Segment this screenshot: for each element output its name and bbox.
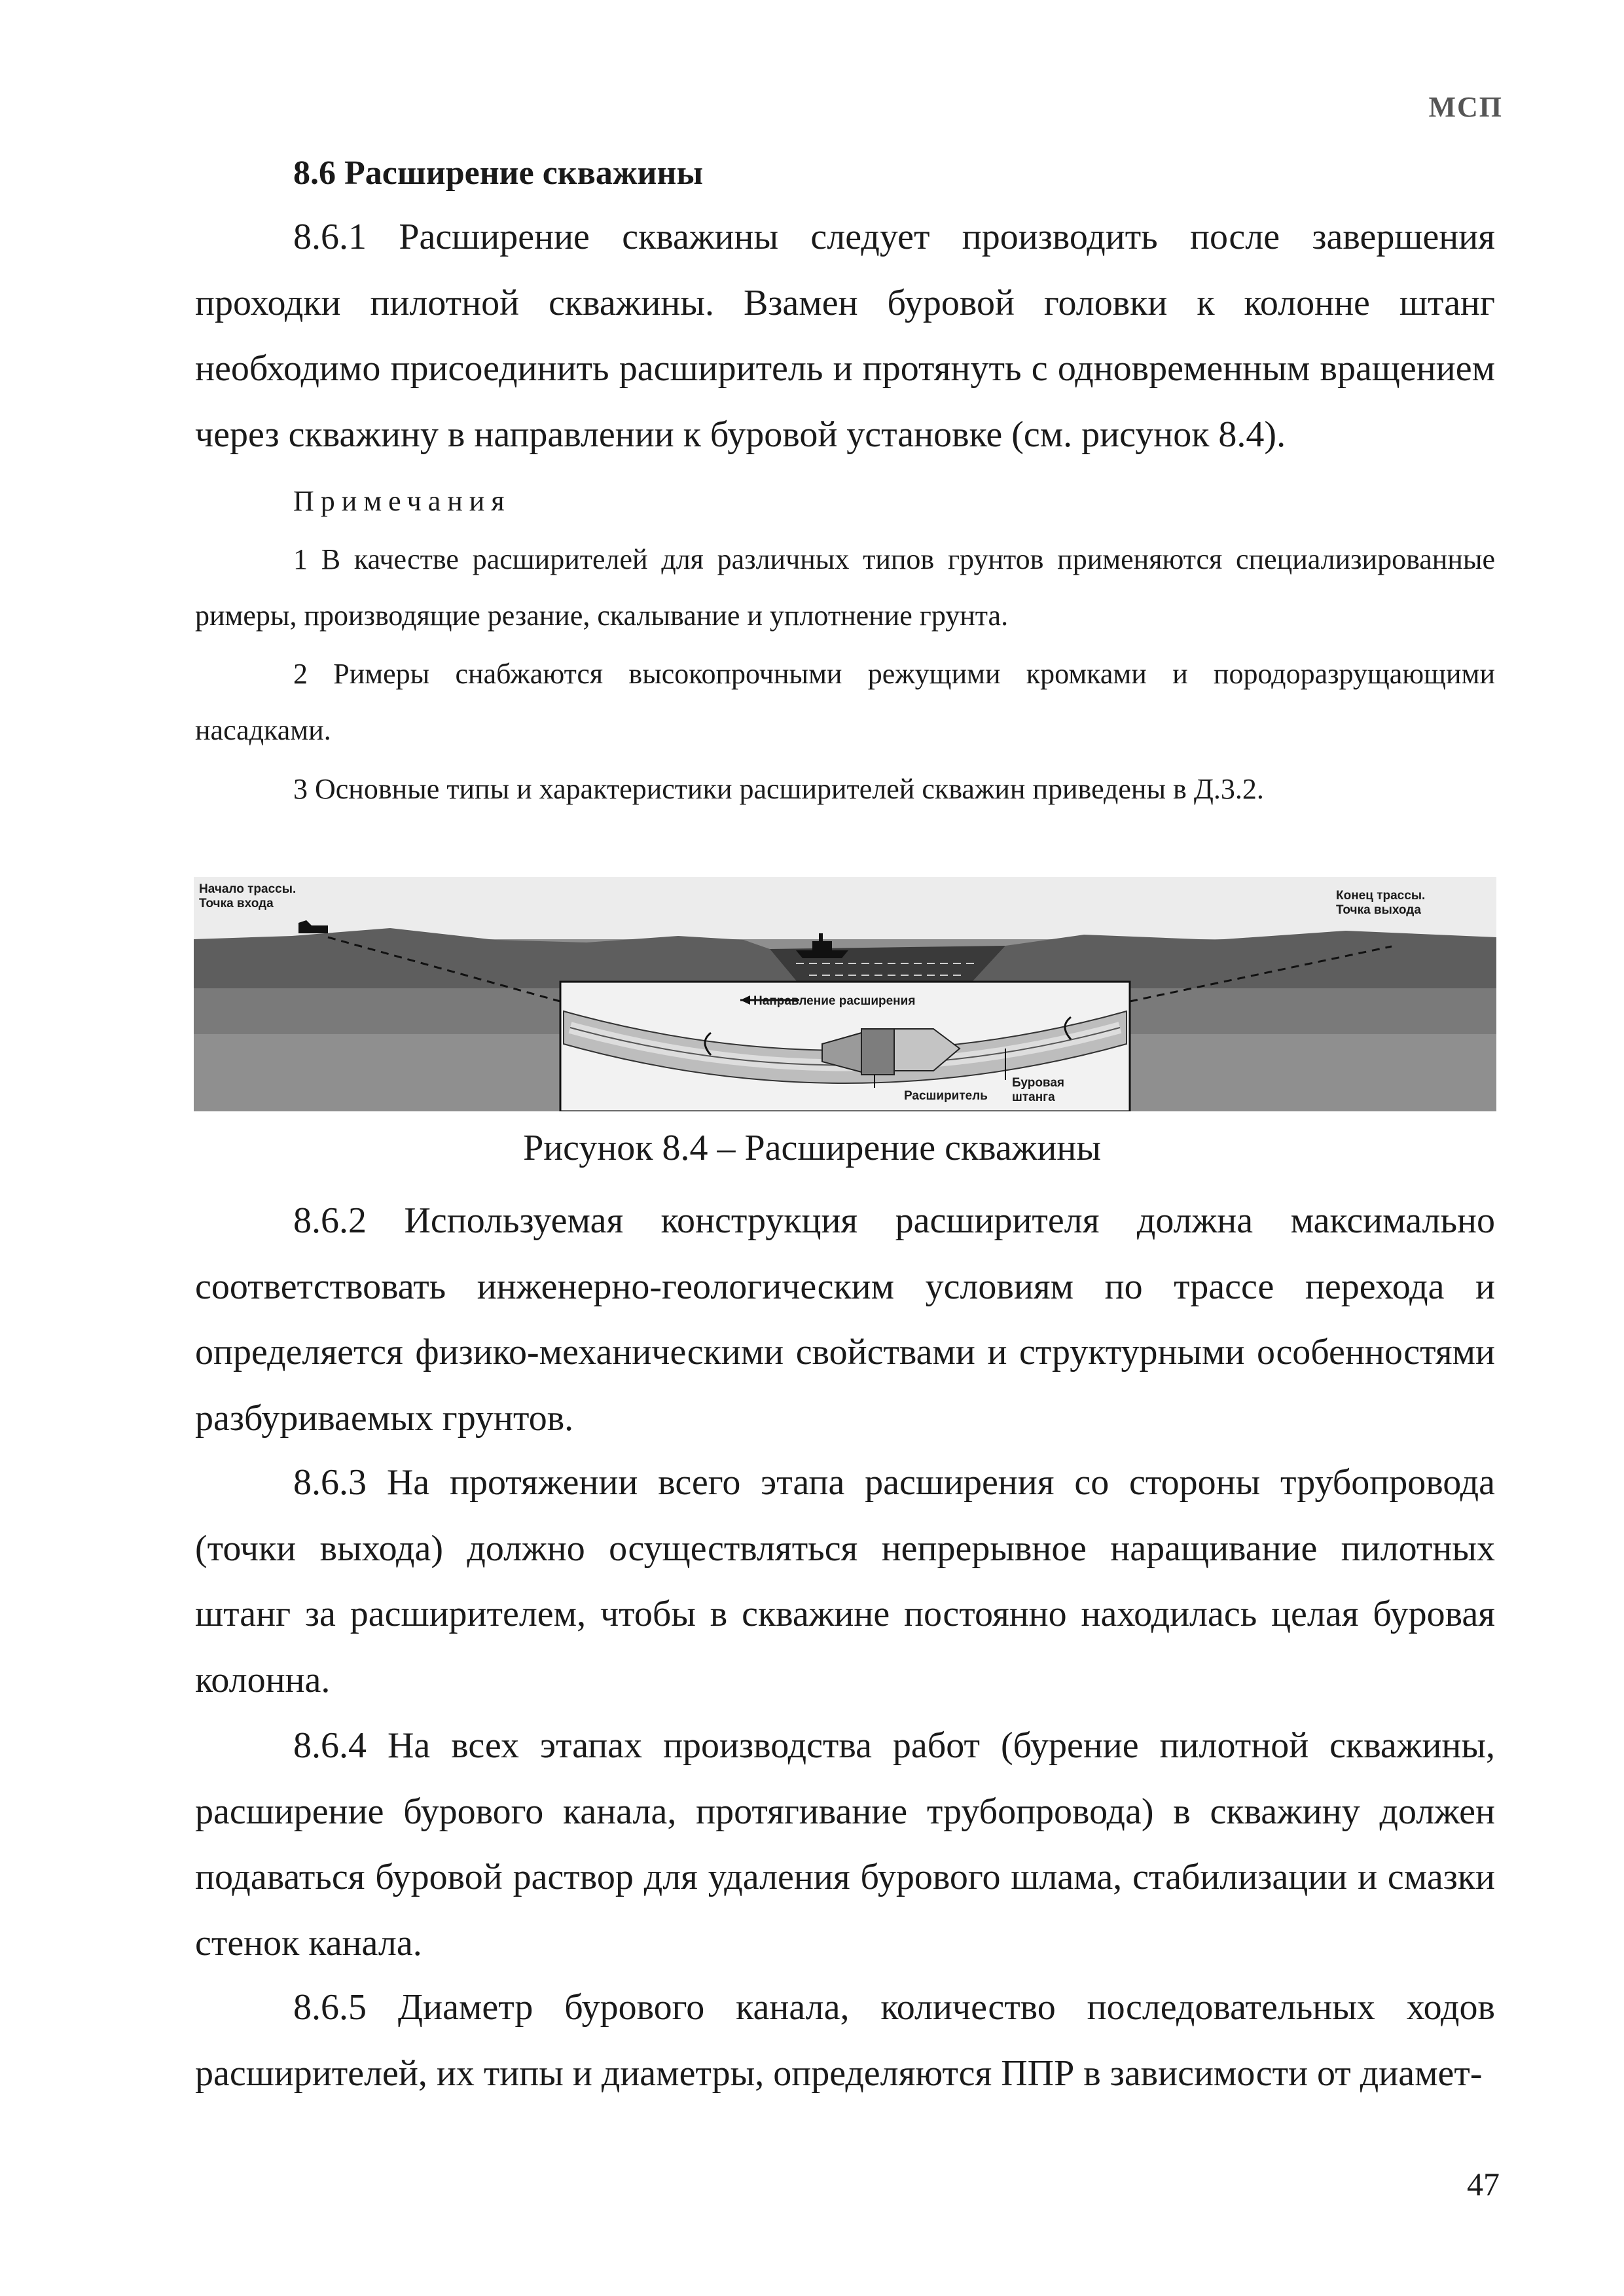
note-text: 3 Основные типы и характеристики расширителей скважин приведены в Д.3.2.	[293, 773, 1264, 805]
section-title: 8.6 Расширение скважины	[293, 154, 704, 192]
paragraph-8-6-2	[195, 1188, 1495, 1451]
page-number: 47	[1467, 2166, 1500, 2202]
notes-title: Примечания	[293, 485, 511, 517]
paragraph-8-6-4	[195, 1713, 1495, 1976]
paragraph-8-6-5	[195, 1975, 1495, 2106]
document-code: МСП	[1428, 91, 1503, 123]
paragraph-8-6-3	[195, 1450, 1495, 1713]
paragraph-8-6-1	[195, 204, 1495, 467]
paragraph-text: 8.6.2 Используемая конструкция расширителя должна максимально соответствовать инженерно-геологическим условиям по трассе перехода и определяется физико-механическими свойствами и структурными особенностями разбуриваемых грунтов.	[195, 1200, 1495, 1439]
reamer-label: Расширитель	[904, 1089, 988, 1103]
start-label-2: Точка входа	[199, 897, 274, 910]
paragraph-text: 8.6.3 На протяжении всего этапа расширения со стороны трубопровода (точки выхода) должно осуществляться непрерывное наращивание пилотных штанг за расширителем, чтобы в скважине постоянно находилась целая буровая колонна.	[195, 1462, 1495, 1700]
reaming-diagram	[194, 877, 1496, 1111]
direction-label: Направление расширения	[753, 994, 916, 1008]
note-2	[195, 646, 1495, 759]
ship-mast	[819, 933, 823, 941]
rod-label-2: штанга	[1012, 1090, 1055, 1104]
paragraph-text: 8.6.4 На всех этапах производства работ (бурение пилотной скважины, расширение бурового канала, протягивание трубопровода) в скважину должен подаваться буровой раствор для удаления бурового шлама, стабилизации и смазки стенок канала.	[195, 1725, 1495, 1964]
note-text: 2 Римеры снабжаются высокопрочными режущими кромками и породоразрущающими насадками.	[195, 658, 1495, 746]
paragraph-text: 8.6.5 Диаметр бурового канала, количество последовательных ходов расширителей, их типы и диаметры, определяются ППР в зависимости от диамет-	[195, 1987, 1495, 2094]
reamer-body	[861, 1029, 894, 1075]
figure-caption: Рисунок 8.4 – Расширение скважины	[523, 1128, 1101, 1168]
ship-cabin	[812, 941, 832, 950]
end-label-1: Конец трассы.	[1336, 889, 1426, 903]
note-3	[195, 761, 1495, 817]
start-label-1: Начало трассы.	[199, 882, 297, 896]
rod-label-1: Буровая	[1012, 1076, 1065, 1090]
paragraph-text: 8.6.1 Расширение скважины следует производить после завершения проходки пилотной скважины. Взамен буровой головки к колонне штанг необходимо присоединить расширитель и протянуть с одновременным вращением через скважину в направлении к буровой установке (см. рисунок 8.4).	[195, 217, 1495, 455]
note-1	[195, 531, 1495, 644]
ship-icon	[796, 950, 848, 958]
note-text: 1 В качестве расширителей для различных типов грунтов применяются специализированные римеры, производящие резание, скалывание и уплотнение грунта.	[195, 543, 1495, 632]
end-label-2: Точка выхода	[1336, 903, 1421, 917]
